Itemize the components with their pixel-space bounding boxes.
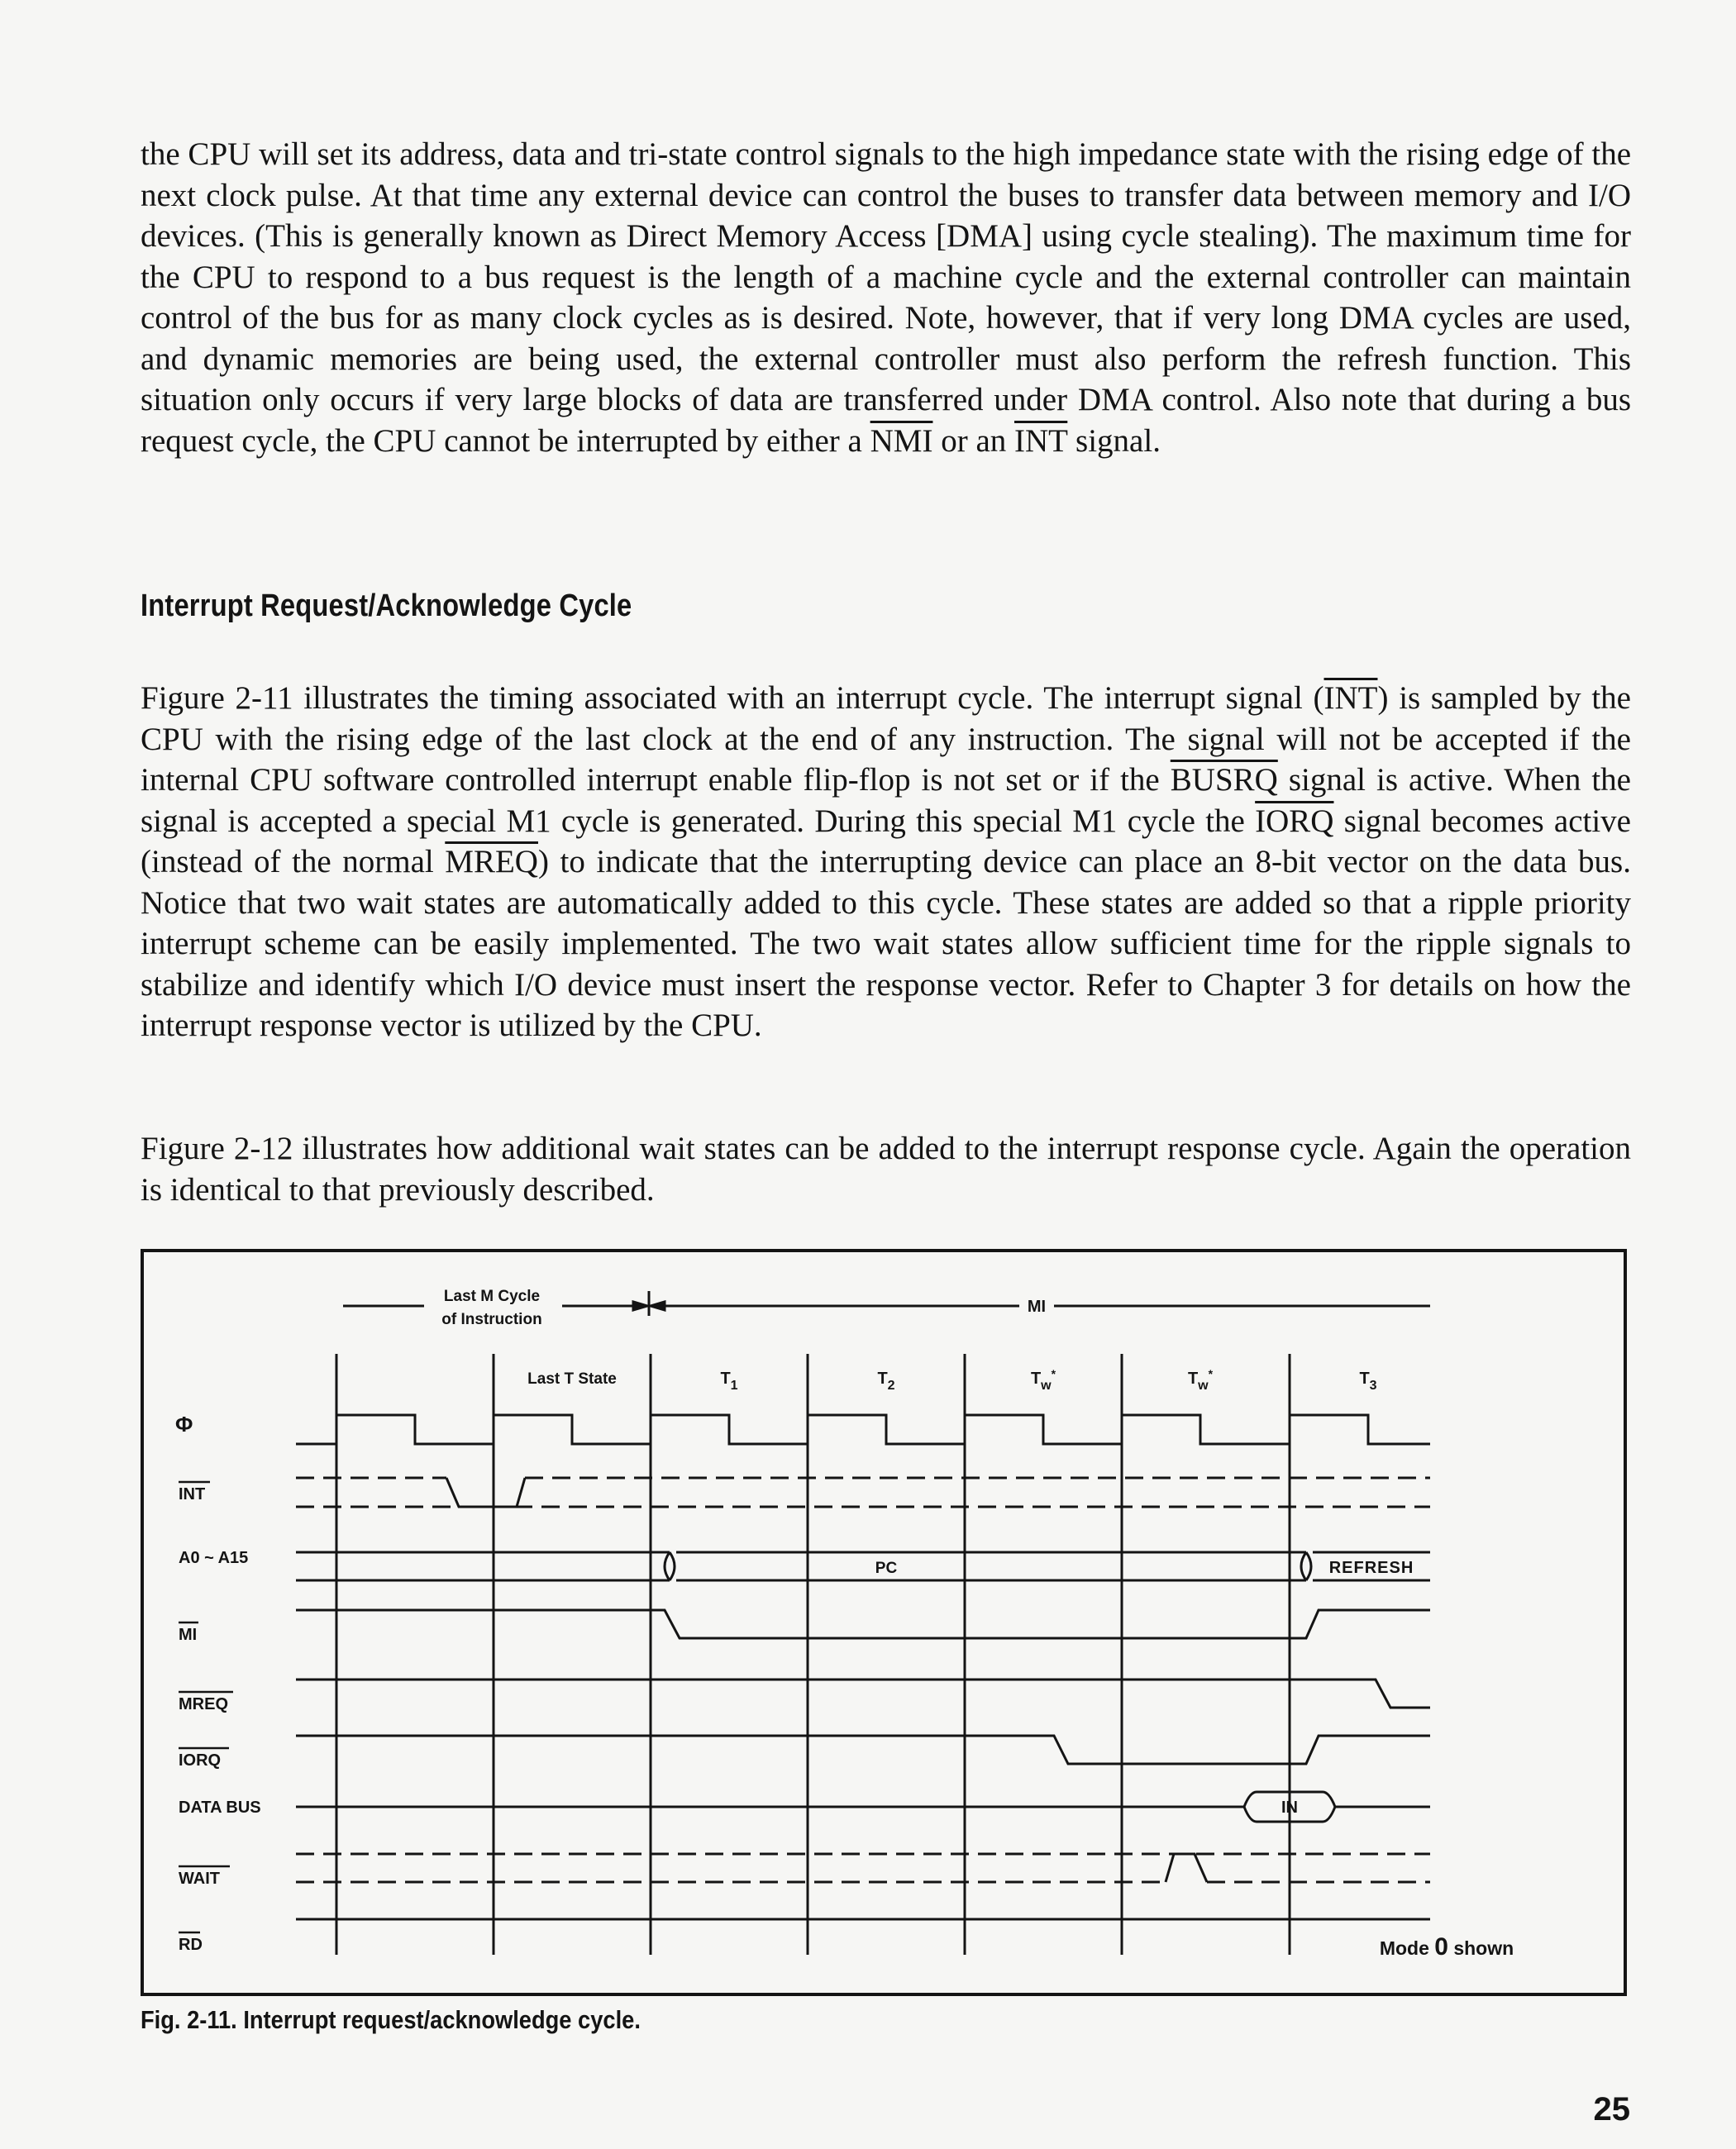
signal-label-address: A0 ~ A15 xyxy=(179,1549,249,1567)
text-run: signal becomes active (instead of the normal xyxy=(141,803,1631,879)
signal-int: $\overline{INT}$ xyxy=(1323,680,1378,716)
iorq-waveform xyxy=(296,1736,1430,1764)
text-run: ) to indicate that the interrupting device can place an 8-bit vector on the data bus. Notice that two wait states are automatically added to this cycle. These states are added so that a ripple priority interrupt scheme can be easily implemented. The two wait states allow sufficient time for the ripple signals to stabilize and identify which I/O device must insert the response vector. Refer to Chapter 3 for details on how the interrupt response vector is utilized by the CPU. xyxy=(141,844,1631,1043)
mreq-waveform xyxy=(296,1680,1430,1708)
signal-iorq: IORQ xyxy=(1255,803,1334,839)
text-run: Figure 2-11 illustrates the timing associated with an interrupt cycle. The interrupt signal ( xyxy=(141,680,1324,716)
signal-label-m1: MI xyxy=(179,1626,198,1644)
signal-label-wait: WAIT xyxy=(179,1870,220,1888)
text-run: signal. xyxy=(1067,422,1161,459)
signal-nmi: $\overline{NMI}$ xyxy=(870,422,933,459)
arrow-head xyxy=(651,1302,665,1310)
paragraph-wait-states: Figure 2-12 illustrates how additional wait states can be added to the interrupt response cycle. Again the operation is identical to that previously described. xyxy=(141,1131,1631,1208)
signal-label-mreq: MREQ xyxy=(179,1695,228,1713)
t-state-tw1: $T_w^*$ xyxy=(1030,1367,1056,1393)
last-m-cycle-label: Last M Cycle xyxy=(443,1288,541,1305)
paragraph-dma xyxy=(141,134,1631,461)
t-state-tw2: $T_w^*$ xyxy=(1187,1367,1214,1393)
section-heading: Interrupt Request/Acknowledge Cycle xyxy=(141,588,632,623)
signal-int: $\overline{INT}$ xyxy=(1014,422,1068,459)
t-state-t3: $T_3$ xyxy=(1359,1370,1377,1393)
text-run: ) is sampled by the CPU with the rising edge of the last clock at the end of any instruction. The signal will not be accepted if the internal CPU software controlled interrupt enable flip-flop is not set or if the xyxy=(141,680,1631,798)
text-run: signal is active. When the signal is accepted a special M1 cycle is generated. During this special M1 cycle the xyxy=(141,762,1631,839)
clock-waveform xyxy=(296,1415,1430,1444)
address-transition xyxy=(665,1552,675,1580)
timing-diagram xyxy=(141,1248,1629,1996)
text-run: or an xyxy=(932,422,1015,459)
m1-cycle-label: MI xyxy=(1027,1298,1047,1316)
m1-waveform xyxy=(296,1610,1430,1638)
wait-waveform xyxy=(1166,1854,1207,1882)
signal-label-rd: RD xyxy=(179,1936,203,1954)
int-waveform xyxy=(446,1478,525,1507)
signal-label-int: INT xyxy=(179,1485,206,1503)
arrow-head xyxy=(633,1302,647,1310)
text-run: the CPU will set its address, data and tri-state control signals to the high impedance state with the rising edge of the next clock pulse. At that time any external device can control the buses to transfer data between memory and I/O devices. (This is generally known as Direct Memory Access [DMA] using cycle stealing). The maximum time for the CPU to respond to a bus request is the length of a machine cycle and the external controller can maintain control of the bus for as many clock cycles as is desired. Note, however, that if very long DMA cycles are used, and dynamic memories are being used, the external controller must also perform the refresh function. This situation only occurs if very large blocks of data are transferred under DMA control. Also note that during a bus request cycle, the CPU cannot be interrupted by either a xyxy=(141,136,1631,459)
last-m-cycle-label-2: of Instruction xyxy=(441,1311,542,1328)
bus-value-in: IN xyxy=(1281,1799,1298,1817)
paragraph-interrupt-timing xyxy=(141,678,1631,1046)
signal-label-data-bus: DATA BUS xyxy=(179,1799,261,1817)
signal-busrq: BUSRQ xyxy=(1170,762,1278,798)
mode-note: Mode 0 shown xyxy=(1379,1933,1514,1961)
t-state-t2: $T_2$ xyxy=(877,1370,895,1393)
bus-value-pc: PC xyxy=(875,1560,898,1577)
signal-label-clock: Φ xyxy=(175,1412,193,1437)
t-state-last: Last T State xyxy=(527,1370,617,1388)
figure-caption: Fig. 2-11. Interrupt request/acknowledge cycle. xyxy=(141,2005,641,2034)
bus-value-refresh: REFRESH xyxy=(1328,1559,1414,1577)
address-transition xyxy=(1301,1552,1311,1580)
signal-mreq: MREQ xyxy=(445,844,538,879)
signal-label-iorq: IORQ xyxy=(179,1751,222,1770)
t-state-t1: $T_1$ xyxy=(720,1370,738,1393)
page-number: 25 xyxy=(1593,2091,1630,2128)
